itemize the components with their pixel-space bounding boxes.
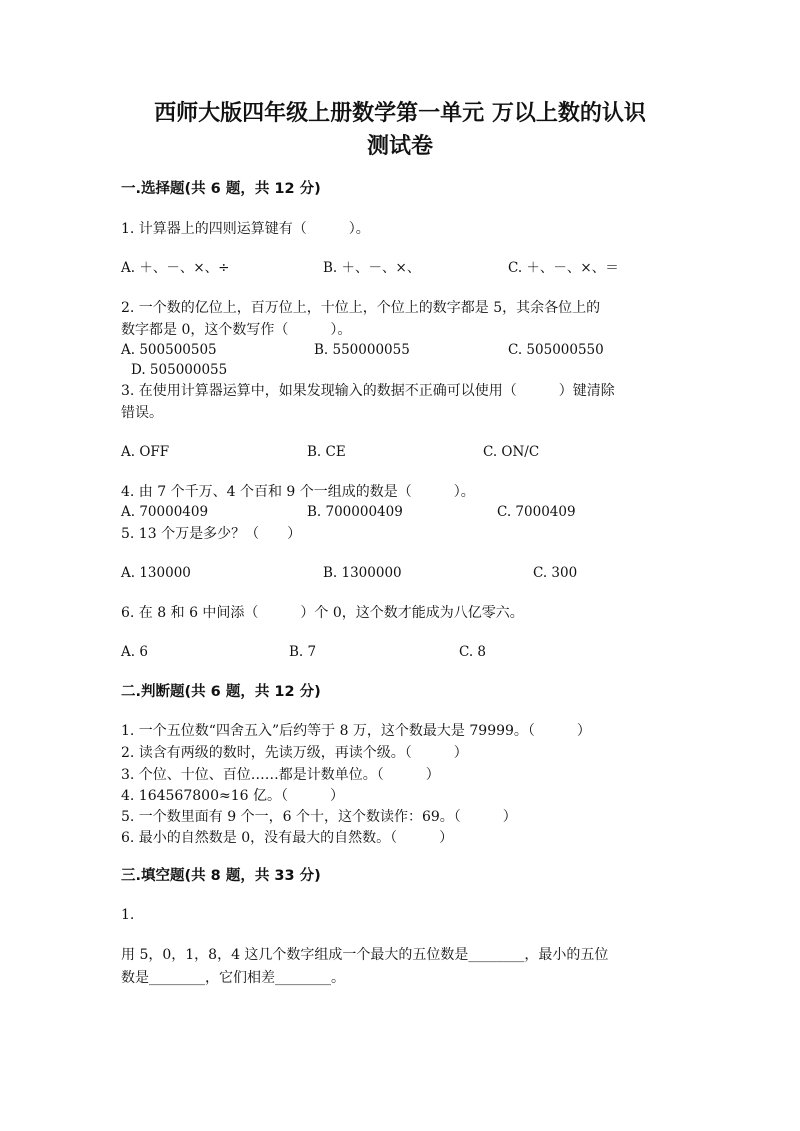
page-title: 西师大版四年级上册数学第一单元 万以上数的认识: [154, 101, 646, 126]
option-c: C. ＋、－、×、＝: [508, 260, 619, 276]
option-b: B. ＋、－、×、: [323, 260, 421, 276]
option-d: D. 505000055: [131, 362, 228, 378]
option-b: B. 550000055: [314, 342, 410, 358]
option-a: A. 500500505: [121, 342, 217, 358]
option-a: A. ＋、－、×、÷: [121, 260, 230, 276]
option-a: A. 6: [121, 644, 148, 660]
option-c: C. 8: [459, 644, 487, 660]
option-c: C. 7000409: [497, 504, 576, 520]
fill-question-text-line2: 数是________，它们相差________。: [121, 970, 345, 986]
question-stem: 6. 在 8 和 6 中间添（ ）个 0，这个数才能成为八亿零六。: [121, 605, 524, 621]
option-b: B. 700000409: [307, 504, 403, 520]
fill-question-text: 用 5，0，1，8，4 这几个数字组成一个最大的五位数是________，最小的五位: [121, 947, 609, 963]
page-title-line2: 测试卷: [366, 134, 433, 159]
judge-item: 6. 最小的自然数是 0，没有最大的自然数。（ ）: [121, 830, 454, 846]
option-b: B. CE: [307, 444, 346, 460]
judge-item: 4. 164567800≈16 亿。（ ）: [121, 788, 344, 804]
option-c: C. 300: [533, 565, 578, 581]
option-a: A. OFF: [121, 444, 170, 460]
question-stem-line2: 错误。: [121, 405, 163, 421]
section-heading-judge: 二.判断题(共 6 题，共 12 分): [121, 684, 321, 700]
option-c: C. 505000550: [508, 342, 604, 358]
option-a: A. 70000409: [121, 504, 209, 520]
option-b: B. 1300000: [323, 565, 402, 581]
question-stem: 3. 在使用计算器运算中，如果发现输入的数据不正确可以使用（ ）键清除: [121, 383, 615, 399]
judge-item: 5. 一个数里面有 9 个一，6 个十，这个数读作：69。（ ）: [121, 809, 517, 825]
question-stem: 4. 由 7 个千万、4 个百和 9 个一组成的数是（ ）。: [121, 484, 475, 500]
option-c: C. ON/C: [483, 444, 540, 460]
question-stem: 1. 计算器上的四则运算键有（ ）。: [121, 221, 370, 237]
question-stem: 5. 13 个万是多少？（ ）: [121, 526, 302, 542]
option-a: A. 130000: [121, 565, 191, 581]
question-stem-line2: 数字都是 0，这个数写作（ ）。: [121, 322, 352, 338]
judge-item: 2. 读含有两级的数时，先读万级，再读个级。（ ）: [121, 745, 468, 761]
question-stem: 2. 一个数的亿位上，百万位上，十位上，个位上的数字都是 5，其余各位上的: [121, 300, 601, 316]
section-heading-fill: 三.填空题(共 8 题，共 33 分): [121, 868, 321, 884]
option-b: B. 7: [289, 644, 317, 660]
fill-question-number: 1.: [121, 907, 135, 923]
judge-item: 3. 个位、十位、百位……都是计数单位。（ ）: [121, 767, 440, 783]
section-heading-choice: 一.选择题(共 6 题，共 12 分): [121, 181, 321, 197]
judge-item: 1. 一个五位数“四舍五入”后约等于 8 万，这个数最大是 79999。（ ）: [121, 723, 591, 739]
